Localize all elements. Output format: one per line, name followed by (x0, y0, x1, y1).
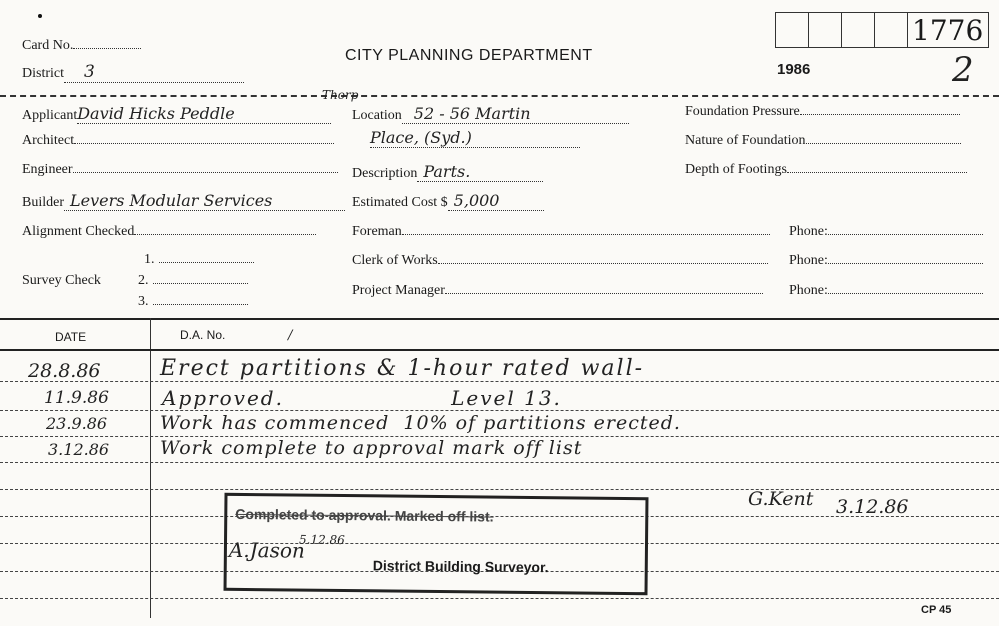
number-box-1 (775, 12, 809, 48)
location-value-1: 52 - 56 Martin (402, 104, 629, 124)
number-box-2 (808, 12, 842, 48)
log-header-border (0, 349, 999, 351)
foundation-pressure-row (685, 104, 960, 120)
description-row (352, 162, 543, 182)
phone-row-1 (789, 224, 983, 240)
district-row (22, 62, 244, 83)
ruled-line (0, 410, 999, 411)
approval-stamp (223, 493, 648, 595)
depth-footings-label: Depth of Footings (685, 162, 787, 177)
card-suffix: 2 (952, 50, 974, 90)
nature-foundation-label: Nature of Foundation (685, 133, 806, 148)
phone-label-3: Phone: (789, 283, 828, 298)
clerk-label: Clerk of Works (352, 253, 438, 268)
log-text-3: Work has commenced 10% of partitions erected. (160, 412, 681, 434)
builder-label: Builder (22, 195, 64, 210)
survey-item-1: 1. (144, 252, 254, 268)
applicant-row (22, 104, 331, 124)
log-text-4: Work complete to approval mark off list (160, 437, 583, 459)
project-manager-label: Project Manager (352, 283, 445, 298)
stamp-line-2: District Building Surveyor. (372, 557, 549, 576)
location-label: Location (352, 108, 402, 123)
clerk-row (352, 253, 768, 269)
card-no-row (22, 38, 141, 54)
description-value: Parts. (417, 162, 543, 182)
date-header: DATE (55, 330, 87, 344)
department-title: CITY PLANNING DEPARTMENT (345, 47, 593, 64)
builder-value: Levers Modular Services (64, 191, 345, 211)
phone-label-2: Phone: (789, 253, 828, 268)
header-divider (0, 95, 999, 97)
district-label: District (22, 66, 64, 81)
phone-label-1: Phone: (789, 224, 828, 239)
da-value: / (288, 328, 293, 343)
foreman-label: Foreman (352, 224, 402, 239)
estimated-cost-label: Estimated Cost $ (352, 195, 448, 210)
survey-label: Survey Check (22, 273, 101, 288)
survey-item-3: 3. (138, 294, 248, 310)
phone-row-2 (789, 253, 983, 269)
engineer-row (22, 162, 338, 178)
applicant-label: Applicant (22, 108, 78, 123)
project-manager-row (352, 283, 763, 299)
location-row (352, 104, 629, 124)
log-date-1: 28.8.86 (28, 360, 101, 382)
log-text-2: Approved. Level 13. (162, 386, 562, 410)
year-label: 1986 (777, 61, 811, 78)
stamp-signature: A.Jason (228, 537, 305, 563)
engineer-label: Engineer (22, 162, 73, 177)
ruled-line (0, 598, 999, 599)
foundation-pressure-label: Foundation Pressure (685, 104, 800, 119)
log-date-2: 11.9.86 (44, 388, 109, 408)
signature-date: 3.12.86 (836, 496, 909, 518)
phone-row-3 (789, 283, 983, 299)
description-label: Description (352, 166, 418, 181)
nature-foundation-row (685, 133, 961, 149)
log-text-1: Erect partitions & 1-hour rated wall- (160, 356, 645, 381)
date-column-divider (150, 318, 151, 618)
estimated-cost-row (352, 191, 544, 211)
number-box-3 (841, 12, 875, 48)
card-no-label: Card No. (22, 38, 74, 53)
alignment-row (22, 224, 316, 240)
stamp-line-1: Completed to approval. Marked off list. (235, 505, 494, 525)
architect-label: Architect (22, 133, 75, 148)
ruled-line (0, 381, 999, 382)
ruled-line (0, 489, 999, 490)
card-number: 1776 (912, 14, 984, 47)
ruled-line (0, 462, 999, 463)
dot-mark (38, 14, 42, 18)
officer-signature: G.Kent (748, 488, 814, 510)
architect-row (22, 133, 334, 149)
builder-row (22, 191, 345, 211)
log-date-4: 3.12.86 (48, 440, 110, 459)
da-header: D.A. No. (180, 328, 226, 342)
foreman-row (352, 224, 770, 240)
applicant-note: Thorp (322, 88, 359, 102)
estimated-cost-value: 5,000 (448, 191, 544, 211)
survey-item-2: 2. (138, 273, 248, 289)
applicant-value: David Hicks Peddle (77, 104, 331, 124)
location-value-2: Place, (Syd.) (370, 128, 580, 148)
district-value: 3 (64, 62, 244, 83)
number-box-4 (874, 12, 908, 48)
alignment-label: Alignment Checked (22, 224, 135, 239)
log-date-3: 23.9.86 (46, 414, 108, 433)
stamp-date: 5.12.86 (298, 532, 345, 548)
depth-footings-row (685, 162, 967, 178)
form-code: CP 45 (921, 604, 952, 616)
